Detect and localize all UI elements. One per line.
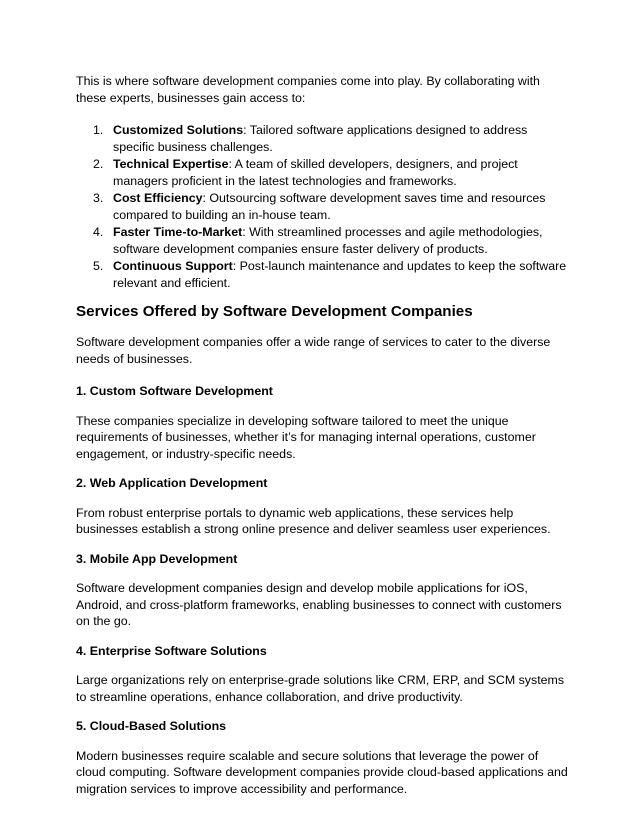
list-item-number: 5. — [93, 259, 104, 273]
list-item-text: : Tailored software applications designed to address specific business challenges. — [113, 123, 528, 154]
service-body-custom-software: These companies specialize in developing software tailored to meet the unique requirements of businesses, whether it’s for managing internal operations, customer engagement, or industry-specific needs. — [76, 413, 536, 461]
list-item-text: : A team of skilled developers, designers, and project managers proficient in the latest technologies and frameworks. — [113, 157, 518, 188]
list-item-term: Faster Time-to-Market — [113, 225, 243, 239]
section-title: Services Offered by Software Development Companies — [76, 303, 473, 320]
list-item-number: 1. — [93, 123, 104, 137]
list-item — [93, 190, 568, 223]
list-item-term: Customized Solutions — [113, 123, 244, 137]
service-heading-cloud-based: 5. Cloud-Based Solutions — [76, 719, 227, 733]
service-body-cloud-based: Modern businesses require scalable and secure solutions that leverage the power of cloud computing. Software development companies provide cloud-based applications and migration services to improve accessibility and performance. — [76, 748, 568, 796]
list-item-term: Continuous Support — [113, 259, 233, 273]
list-item-number: 4. — [93, 225, 104, 239]
intro-paragraph: This is where software development companies come into play. By collaborating with these experts, businesses gain access to: — [76, 74, 540, 105]
service-body-web-application: From robust enterprise portals to dynamic web applications, these services help businesses establish a strong online presence and deliver seamless user experiences. — [76, 505, 551, 536]
service-heading-mobile-app: 3. Mobile App Development — [76, 551, 238, 566]
list-item — [93, 122, 568, 155]
list-item-text: : With streamlined processes and agile methodologies, software development companies ensure faster delivery of products. — [113, 225, 543, 256]
service-heading-enterprise-software: 4. Enterprise Software Solutions — [76, 643, 267, 658]
list-item-term: Cost Efficiency — [113, 191, 203, 205]
service-body-enterprise-software: Large organizations rely on enterprise-grade solutions like CRM, ERP, and SCM systems to streamline operations, enhance collaboration, and drive productivity. — [76, 673, 565, 704]
list-item — [93, 224, 568, 257]
list-item-text: : Post-launch maintenance and updates to keep the software relevant and efficient. — [113, 259, 567, 290]
list-item-text: : Outsourcing software development saves time and resources compared to building an in-house team. — [113, 191, 546, 222]
list-item-number: 3. — [93, 191, 104, 205]
list-item-number: 2. — [93, 157, 104, 171]
benefits-list — [76, 122, 568, 291]
service-body-mobile-app: Software development companies design and develop mobile applications for iOS, Android, and cross-platform frameworks, enabling businesses to connect with customers on the go. — [76, 581, 562, 628]
list-item-term: Technical Expertise — [113, 157, 229, 171]
service-heading-custom-software: 1. Custom Software Development — [76, 384, 273, 398]
list-item — [93, 156, 568, 189]
list-item — [93, 258, 568, 291]
service-heading-web-application: 2. Web Application Development — [76, 476, 268, 490]
document-page — [76, 73, 568, 810]
section-intro-paragraph: Software development companies offer a wide range of services to cater to the diverse needs of businesses. — [76, 335, 551, 366]
